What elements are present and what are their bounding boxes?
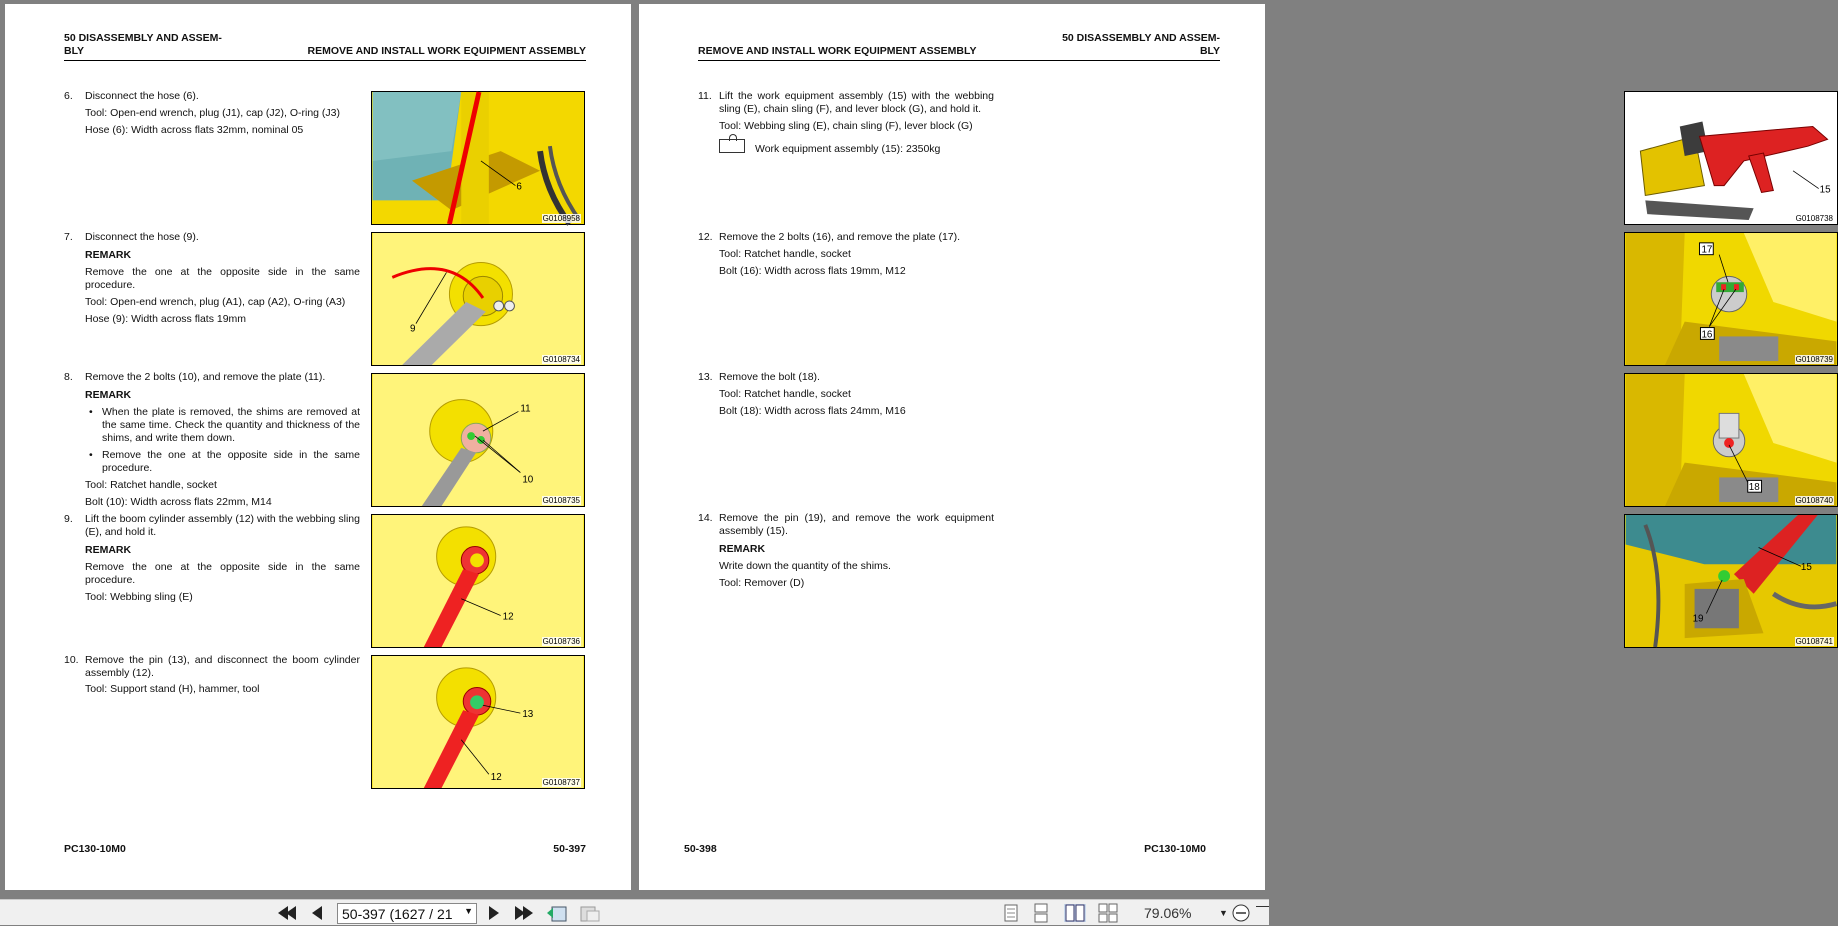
section-title: 50 DISASSEMBLY AND ASSEM- BLY xyxy=(64,32,222,57)
figure-pin-19 xyxy=(1624,514,1838,648)
figure-pin-13 xyxy=(371,655,585,789)
left-page xyxy=(5,4,631,890)
spec-line: Bolt (10): Width across flats 22mm, M14 xyxy=(85,496,272,508)
tool-line: Tool: Open-end wrench, plug (A1), cap (A2), O-ring (A3) xyxy=(85,296,346,308)
figure-cylinder-12 xyxy=(371,514,585,648)
zoom-out-icon[interactable] xyxy=(1232,904,1252,922)
tool-line: Tool: Open-end wrench, plug (J1), cap (J2), O-ring (J3) xyxy=(85,107,341,119)
svg-text:11: 11 xyxy=(520,403,531,415)
zoom-level[interactable]: 79.06% xyxy=(1144,905,1192,921)
tool-line: Tool: Ratchet handle, socket xyxy=(85,479,217,491)
step-title: Remove the bolt (18). xyxy=(719,371,820,383)
remark-heading: REMARK xyxy=(719,543,766,555)
tool-line: Tool: Webbing sling (E) xyxy=(85,591,193,603)
svg-text:16: 16 xyxy=(1701,329,1713,341)
svg-text:15: 15 xyxy=(1800,562,1812,574)
svg-text:10: 10 xyxy=(522,474,534,486)
page-header xyxy=(698,29,1220,61)
remark-heading: REMARK xyxy=(85,389,132,401)
tool-line: Tool: Ratchet handle, socket xyxy=(719,388,851,400)
svg-text:12: 12 xyxy=(502,611,514,623)
next-page-icon[interactable] xyxy=(488,904,500,922)
continuous-icon[interactable] xyxy=(1033,904,1049,922)
next-view-icon[interactable] xyxy=(579,904,601,922)
footer-page-number: 50-397 xyxy=(553,843,586,855)
step-title: Disconnect the hose (9). xyxy=(85,231,199,243)
step-number: 14. xyxy=(698,512,713,524)
page-number-input[interactable]: 50-397 (1627 / 21 ▼ xyxy=(337,903,477,924)
step-13 xyxy=(698,371,994,418)
figure-hose-9 xyxy=(371,232,585,366)
svg-text:12: 12 xyxy=(490,772,502,784)
step-10 xyxy=(64,654,360,696)
weight-icon xyxy=(719,139,745,153)
figure-id: G0108736 xyxy=(542,637,580,646)
step-9 xyxy=(64,513,360,604)
step-number: 9. xyxy=(64,513,73,525)
figure-plate-11 xyxy=(371,373,585,507)
remark-text: Remove the one at the opposite side in the same procedure. xyxy=(85,266,360,291)
step-title: Lift the boom cylinder assembly (12) with the webbing sling (E), and hold it. xyxy=(85,513,360,538)
step-number: 10. xyxy=(64,654,79,666)
step-7 xyxy=(64,231,360,326)
footer-page-number: 50-398 xyxy=(684,843,717,855)
remark-bullet: • Remove the one at the opposite side in the same procedure. xyxy=(85,449,360,475)
page-topic: REMOVE AND INSTALL WORK EQUIPMENT ASSEMBLY xyxy=(307,45,586,57)
last-page-icon[interactable] xyxy=(515,904,535,922)
tool-line: Tool: Remover (D) xyxy=(719,577,805,589)
step-number: 13. xyxy=(698,371,713,383)
tool-line: Tool: Webbing sling (E), chain sling (F), lever block (G) xyxy=(719,120,973,132)
figure-id: G0108737 xyxy=(542,778,580,787)
step-number: 12. xyxy=(698,231,713,243)
figure-id: G0108741 xyxy=(1795,637,1833,646)
step-title: Remove the pin (19), and remove the work equipment assembly (15). xyxy=(719,512,994,537)
spec-line: Hose (9): Width across flats 19mm xyxy=(85,313,247,325)
remark-text: Remove the one at the opposite side in the same procedure. xyxy=(85,561,360,586)
step-8 xyxy=(64,371,360,509)
step-title: Remove the pin (13), and disconnect the boom cylinder assembly (12). xyxy=(85,654,360,679)
single-page-icon[interactable] xyxy=(1003,904,1019,922)
figure-id: G0108735 xyxy=(542,496,580,505)
step-number: 8. xyxy=(64,371,73,383)
spec-line: Bolt (18): Width across flats 24mm, M16 xyxy=(719,405,906,417)
facing-icon[interactable] xyxy=(1064,904,1086,922)
prev-page-icon[interactable] xyxy=(311,904,323,922)
section-title: 50 DISASSEMBLY AND ASSEM- BLY xyxy=(1062,32,1220,57)
tool-line: Tool: Ratchet handle, socket xyxy=(719,248,851,260)
remark-heading: REMARK xyxy=(85,249,132,261)
figure-plate-17 xyxy=(1624,232,1838,366)
svg-text:15: 15 xyxy=(1819,184,1831,196)
figure-hose-6 xyxy=(371,91,585,225)
chevron-down-icon[interactable]: ▼ xyxy=(464,906,473,916)
spec-line: Hose (6): Width across flats 32mm, nominal 05 xyxy=(85,124,304,136)
svg-text:19: 19 xyxy=(1692,613,1704,625)
right-page xyxy=(639,4,1833,890)
step-12 xyxy=(698,231,994,278)
step-title: Remove the 2 bolts (16), and remove the plate (17). xyxy=(719,231,961,243)
page-topic: REMOVE AND INSTALL WORK EQUIPMENT ASSEMBLY xyxy=(698,45,977,57)
zoom-slider[interactable] xyxy=(1256,906,1269,907)
prev-view-icon[interactable] xyxy=(546,904,568,922)
remark-heading: REMARK xyxy=(85,544,132,556)
figure-id: G0108738 xyxy=(1795,214,1833,223)
figure-id: G0108740 xyxy=(1795,496,1833,505)
figure-bolt-18 xyxy=(1624,373,1838,507)
figure-id: G0108739 xyxy=(1795,355,1833,364)
step-number: 6. xyxy=(64,90,73,102)
svg-text:17: 17 xyxy=(1701,244,1713,256)
step-6 xyxy=(64,90,360,137)
figure-id: G0108734 xyxy=(542,355,580,364)
step-title: Lift the work equipment assembly (15) with the webbing sling (E), chain sling (F), and lever block (G), and hold it. xyxy=(719,90,994,115)
remark-text: Write down the quantity of the shims. xyxy=(719,560,891,572)
step-title: Remove the 2 bolts (10), and remove the plate (11). xyxy=(85,371,326,383)
svg-text:9: 9 xyxy=(410,323,416,335)
weight-note: Work equipment assembly (15): 2350kg xyxy=(719,143,994,156)
figure-id: G0108958 xyxy=(542,214,580,223)
step-14 xyxy=(698,512,994,590)
remark-bullet: • When the plate is removed, the shims are removed at the same time. Check the quantity and thickness of the shims, and write them down. xyxy=(85,406,360,445)
step-number: 7. xyxy=(64,231,73,243)
footer-model: PC130-10M0 xyxy=(64,843,126,855)
svg-text:18: 18 xyxy=(1748,482,1760,494)
footer-model: PC130-10M0 xyxy=(1144,843,1206,855)
viewer-toolbar xyxy=(0,899,1269,925)
tool-line: Tool: Support stand (H), hammer, tool xyxy=(85,683,260,695)
step-11 xyxy=(698,90,994,156)
spec-line: Bolt (16): Width across flats 19mm, M12 xyxy=(719,265,906,277)
continuous-facing-icon[interactable] xyxy=(1097,904,1119,922)
page-header xyxy=(64,29,586,61)
callout-6: 6 xyxy=(516,181,522,193)
step-number: 11. xyxy=(698,90,712,102)
figure-work-equipment xyxy=(1624,91,1838,225)
step-title: Disconnect the hose (6). xyxy=(85,90,199,102)
zoom-dropdown-icon[interactable]: ▼ xyxy=(1219,908,1228,918)
svg-text:13: 13 xyxy=(522,709,534,721)
remark-list xyxy=(85,406,360,475)
first-page-icon[interactable] xyxy=(278,904,298,922)
